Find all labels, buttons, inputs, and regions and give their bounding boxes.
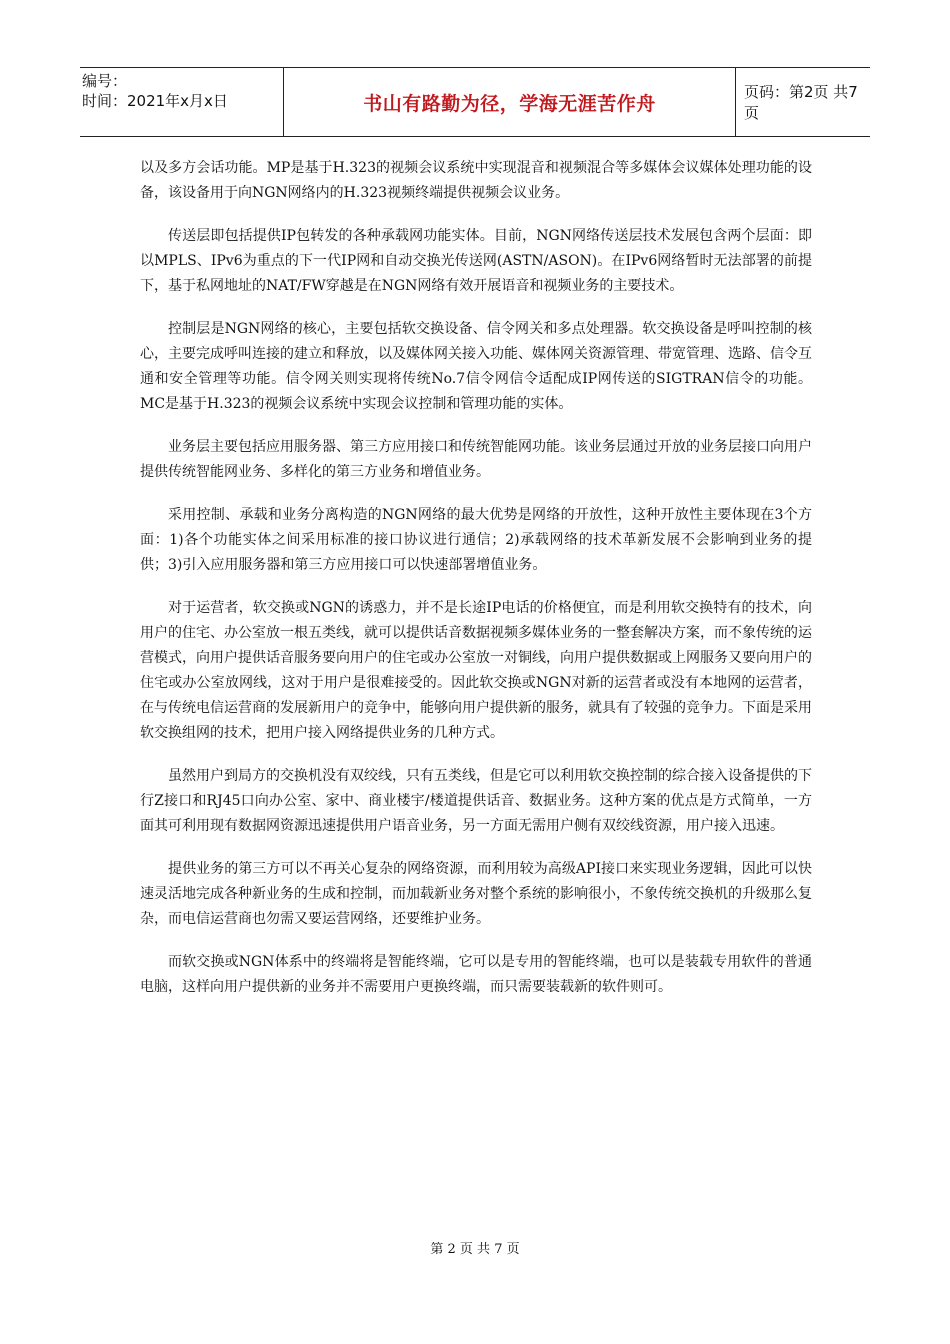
paragraph: 业务层主要包括应用服务器、第三方应用接口和传统智能网功能。该业务层通过开放的业务层接口向用户提供传统智能网业务、多样化的第三方业务和增值业务。 <box>140 439 812 480</box>
document-body <box>140 156 812 1018</box>
paragraph: 采用控制、承载和业务分离构造的NGN网络的最大优势是网络的开放性，这种开放性主要体现在3个方面：1)各个功能实体之间采用标准的接口协议进行通信；2)承载网络的技术革新发展不会影响到业务的提供；3)引入应用服务器和第三方应用接口可以快速部署增值业务。 <box>140 507 812 573</box>
paragraph: 控制层是NGN网络的核心，主要包括软交换设备、信令网关和多点处理器。软交换设备是呼叫控制的核心，主要完成呼叫连接的建立和释放，以及媒体网关接入功能、媒体网关资源管理、带宽管理、选路、信令互通和安全管理等功能。信令网关则实现将传统No.7信令网信令适配成IP网传送的SIGTRAN信令的功能。MC是基于H.323的视频会议系统中实现会议控制和管理功能的实体。 <box>140 321 812 412</box>
header-page-cell <box>736 68 870 136</box>
paragraph: 传送层即包括提供IP包转发的各种承载网功能实体。目前，NGN网络传送层技术发展包含两个层面：即以MPLS、IPv6为重点的下一代IP网和自动交换光传送网(ASTN/ASON)。在IPv6网络暂时无法部署的前提下，基于私网地址的NAT/FW穿越是在NGN网络有效开展语音和视频业务的主要技术。 <box>140 228 812 294</box>
paragraph: 对于运营者，软交换或NGN的诱惑力，并不是长途IP电话的价格便宜，而是利用软交换特有的技术，向用户的住宅、办公室放一根五类线，就可以提供话音数据视频多媒体业务的一整套解决方案，而不象传统的运营模式，向用户提供话音服务要向用户的住宅或办公室放一对铜线，向用户提供数据或上网服务又要向用户的住宅或办公室放网线，这对于用户是很难接受的。因此软交换或NGN对新的运营者或没有本地网的运营者，在与传统电信运营商的发展新用户的竞争中，能够向用户提供新的服务，就具有了较强的竞争力。下面是采用软交换组网的技术，把用户接入网络提供业务的几种方式。 <box>140 600 812 741</box>
paragraph: 提供业务的第三方可以不再关心复杂的网络资源，而利用较为高级API接口来实现业务逻辑，因此可以快速灵活地完成各种新业务的生成和控制，而加载新业务对整个系统的影响很小，不象传统交换机的升级那么复杂，而电信运营商也勿需又要运营网络，还要维护业务。 <box>140 861 812 927</box>
time-label: 时间：2021年x月x日 <box>82 92 228 110</box>
paragraph: 虽然用户到局方的交换机没有双绞线，只有五类线，但是它可以利用软交换控制的综合接入设备提供的下行Z接口和RJ45口向办公室、家中、商业楼宇/楼道提供话音、数据业务。这种方案的优点是方式简单，一方面其可利用现有数据网资源迅速提供用户语音业务，另一方面无需用户侧有双绞线资源，用户接入迅速。 <box>140 768 812 834</box>
paragraph: 以及多方会话功能。MP是基于H.323的视频会议系统中实现混音和视频混合等多媒体会议媒体处理功能的设备，该设备用于向NGN网络内的H.323视频终端提供视频会议业务。 <box>140 160 812 201</box>
header-info-cell <box>80 68 284 136</box>
paragraph: 而软交换或NGN体系中的终端将是智能终端，它可以是专用的智能终端，也可以是装载专用软件的普通电脑，这样向用户提供新的业务并不需要用户更换终端，而只需要装载新的软件则可。 <box>140 954 812 995</box>
motto-text: 书山有路勤为径，学海无涯苦作舟 <box>363 92 656 115</box>
number-label: 编号： <box>82 72 128 90</box>
header-motto-cell <box>284 68 736 136</box>
page-number-label: 页码：第2页 共7页 <box>744 83 858 122</box>
page-footer: 第 2 页 共 7 页 <box>430 1242 520 1257</box>
header-table <box>80 67 870 137</box>
